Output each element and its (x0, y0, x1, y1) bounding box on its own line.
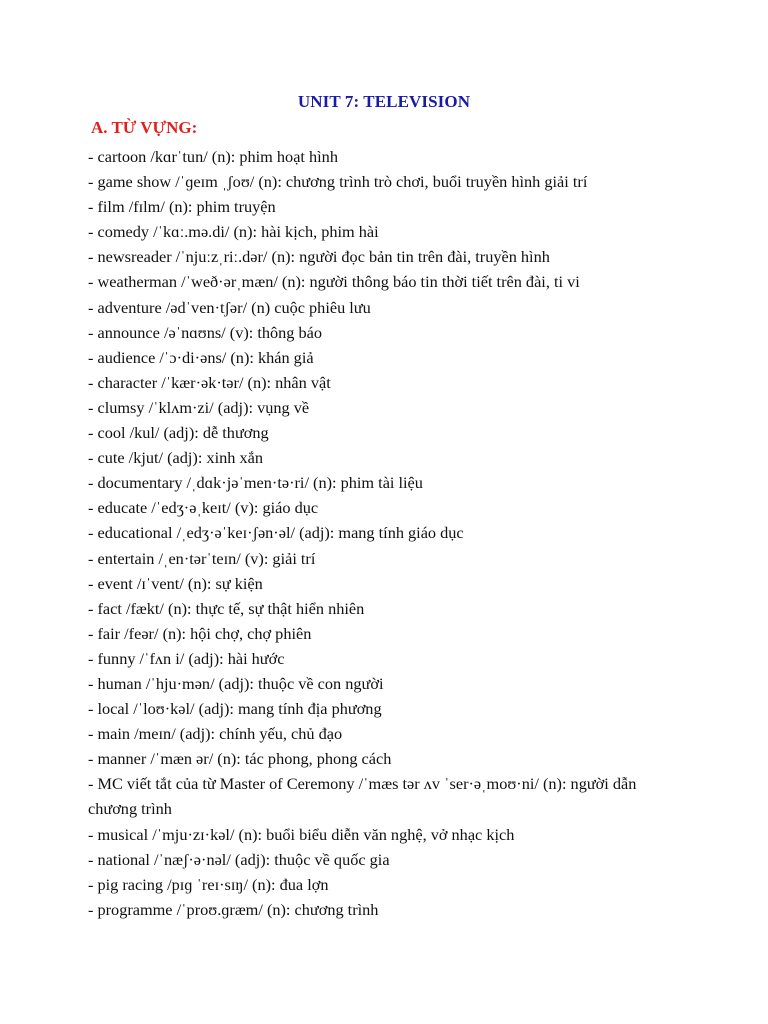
vocab-item: - educate /ˈedʒ·əˌkeɪt/ (v): giáo dục (88, 498, 319, 518)
vocab-item: - comedy /ˈkɑː.mə.di/ (n): hài kịch, phim hài (88, 222, 379, 242)
vocab-item: - pig racing /pɪɡ ˈreɪ·sɪŋ/ (n): đua lợn (88, 874, 329, 894)
vocab-item: - local /ˈloʊ·kəl/ (adj): mang tính địa phương (88, 699, 382, 719)
vocab-item: - newsreader /ˈnjuːzˌriː.dər/ (n): người đọc bản tin trên đài, truyền hình (88, 247, 550, 267)
vocab-item: - entertain /ˌen·tərˈteɪn/ (v): giải trí (88, 548, 316, 568)
vocab-item: - human /ˈhju·mən/ (adj): thuộc về con người (88, 673, 384, 693)
vocabulary-list (88, 144, 688, 922)
vocab-item: - weatherman /ˈweð·ərˌmæn/ (n): người thông báo tin thời tiết trên đài, ti vi (88, 272, 580, 292)
vocab-item: - fair /feər/ (n): hội chợ, chợ phiên (88, 623, 312, 643)
vocab-item: - film /fɪlm/ (n): phim truyện (88, 197, 276, 217)
vocab-item: - audience /ˈɔ·di·əns/ (n): khán giả (88, 347, 314, 367)
vocab-item: - clumsy /ˈklʌm·zi/ (adj): vụng về (88, 397, 310, 417)
vocab-item: - documentary /ˌdɑk·jəˈmen·tə·ri/ (n): phim tài liệu (88, 473, 423, 493)
vocab-item: - manner /ˈmæn ər/ (n): tác phong, phong cách (88, 749, 392, 769)
vocab-item: - adventure /ədˈven·tʃər/ (n) cuộc phiêu lưu (88, 297, 371, 317)
vocab-item: - cool /kul/ (adj): dễ thương (88, 423, 269, 443)
vocab-item: - cute /kjut/ (adj): xinh xắn (88, 448, 263, 468)
vocab-item: - musical /ˈmju·zɪ·kəl/ (n): buổi biểu diễn văn nghệ, vở nhạc kịch (88, 824, 515, 844)
vocab-item: - fact /fækt/ (n): thực tế, sự thật hiển nhiên (88, 598, 365, 618)
unit-title: UNIT 7: TELEVISION (297, 92, 471, 111)
vocab-item: - programme /ˈproʊ.ɡræm/ (n): chương trình (88, 899, 379, 919)
vocab-item: - cartoon /kɑrˈtun/ (n): phim hoạt hình (88, 147, 338, 166)
vocab-item: - game show /ˈɡeɪm ˌʃoʊ/ (n): chương trình trò chơi, buổi truyền hình giải trí (88, 172, 588, 192)
vocab-item: - event /ɪˈvent/ (n): sự kiện (88, 573, 263, 593)
vocab-item: - funny /ˈfʌn i/ (adj): hài hước (88, 648, 285, 668)
vocab-item: - main /meɪn/ (adj): chính yếu, chủ đạo (88, 724, 343, 744)
section-heading-vocabulary: A. TỪ VỰNG: (91, 118, 198, 137)
vocab-item: - announce /əˈnɑʊns/ (v): thông báo (88, 322, 323, 342)
vocab-item: - character /ˈkær·ək·tər/ (n): nhân vật (88, 372, 331, 392)
vocab-item: - MC viết tắt của từ Master of Ceremony /ˈmæs tər ʌv ˈser·əˌmoʊ·ni/ (n): người dẫn chương trình (88, 774, 637, 819)
vocab-item: - educational /ˌedʒ·əˈkeɪ·ʃən·əl/ (adj): mang tính giáo dục (88, 523, 464, 543)
vocab-item: - national /ˈnæʃ·ə·nəl/ (adj): thuộc về quốc gia (88, 849, 390, 869)
